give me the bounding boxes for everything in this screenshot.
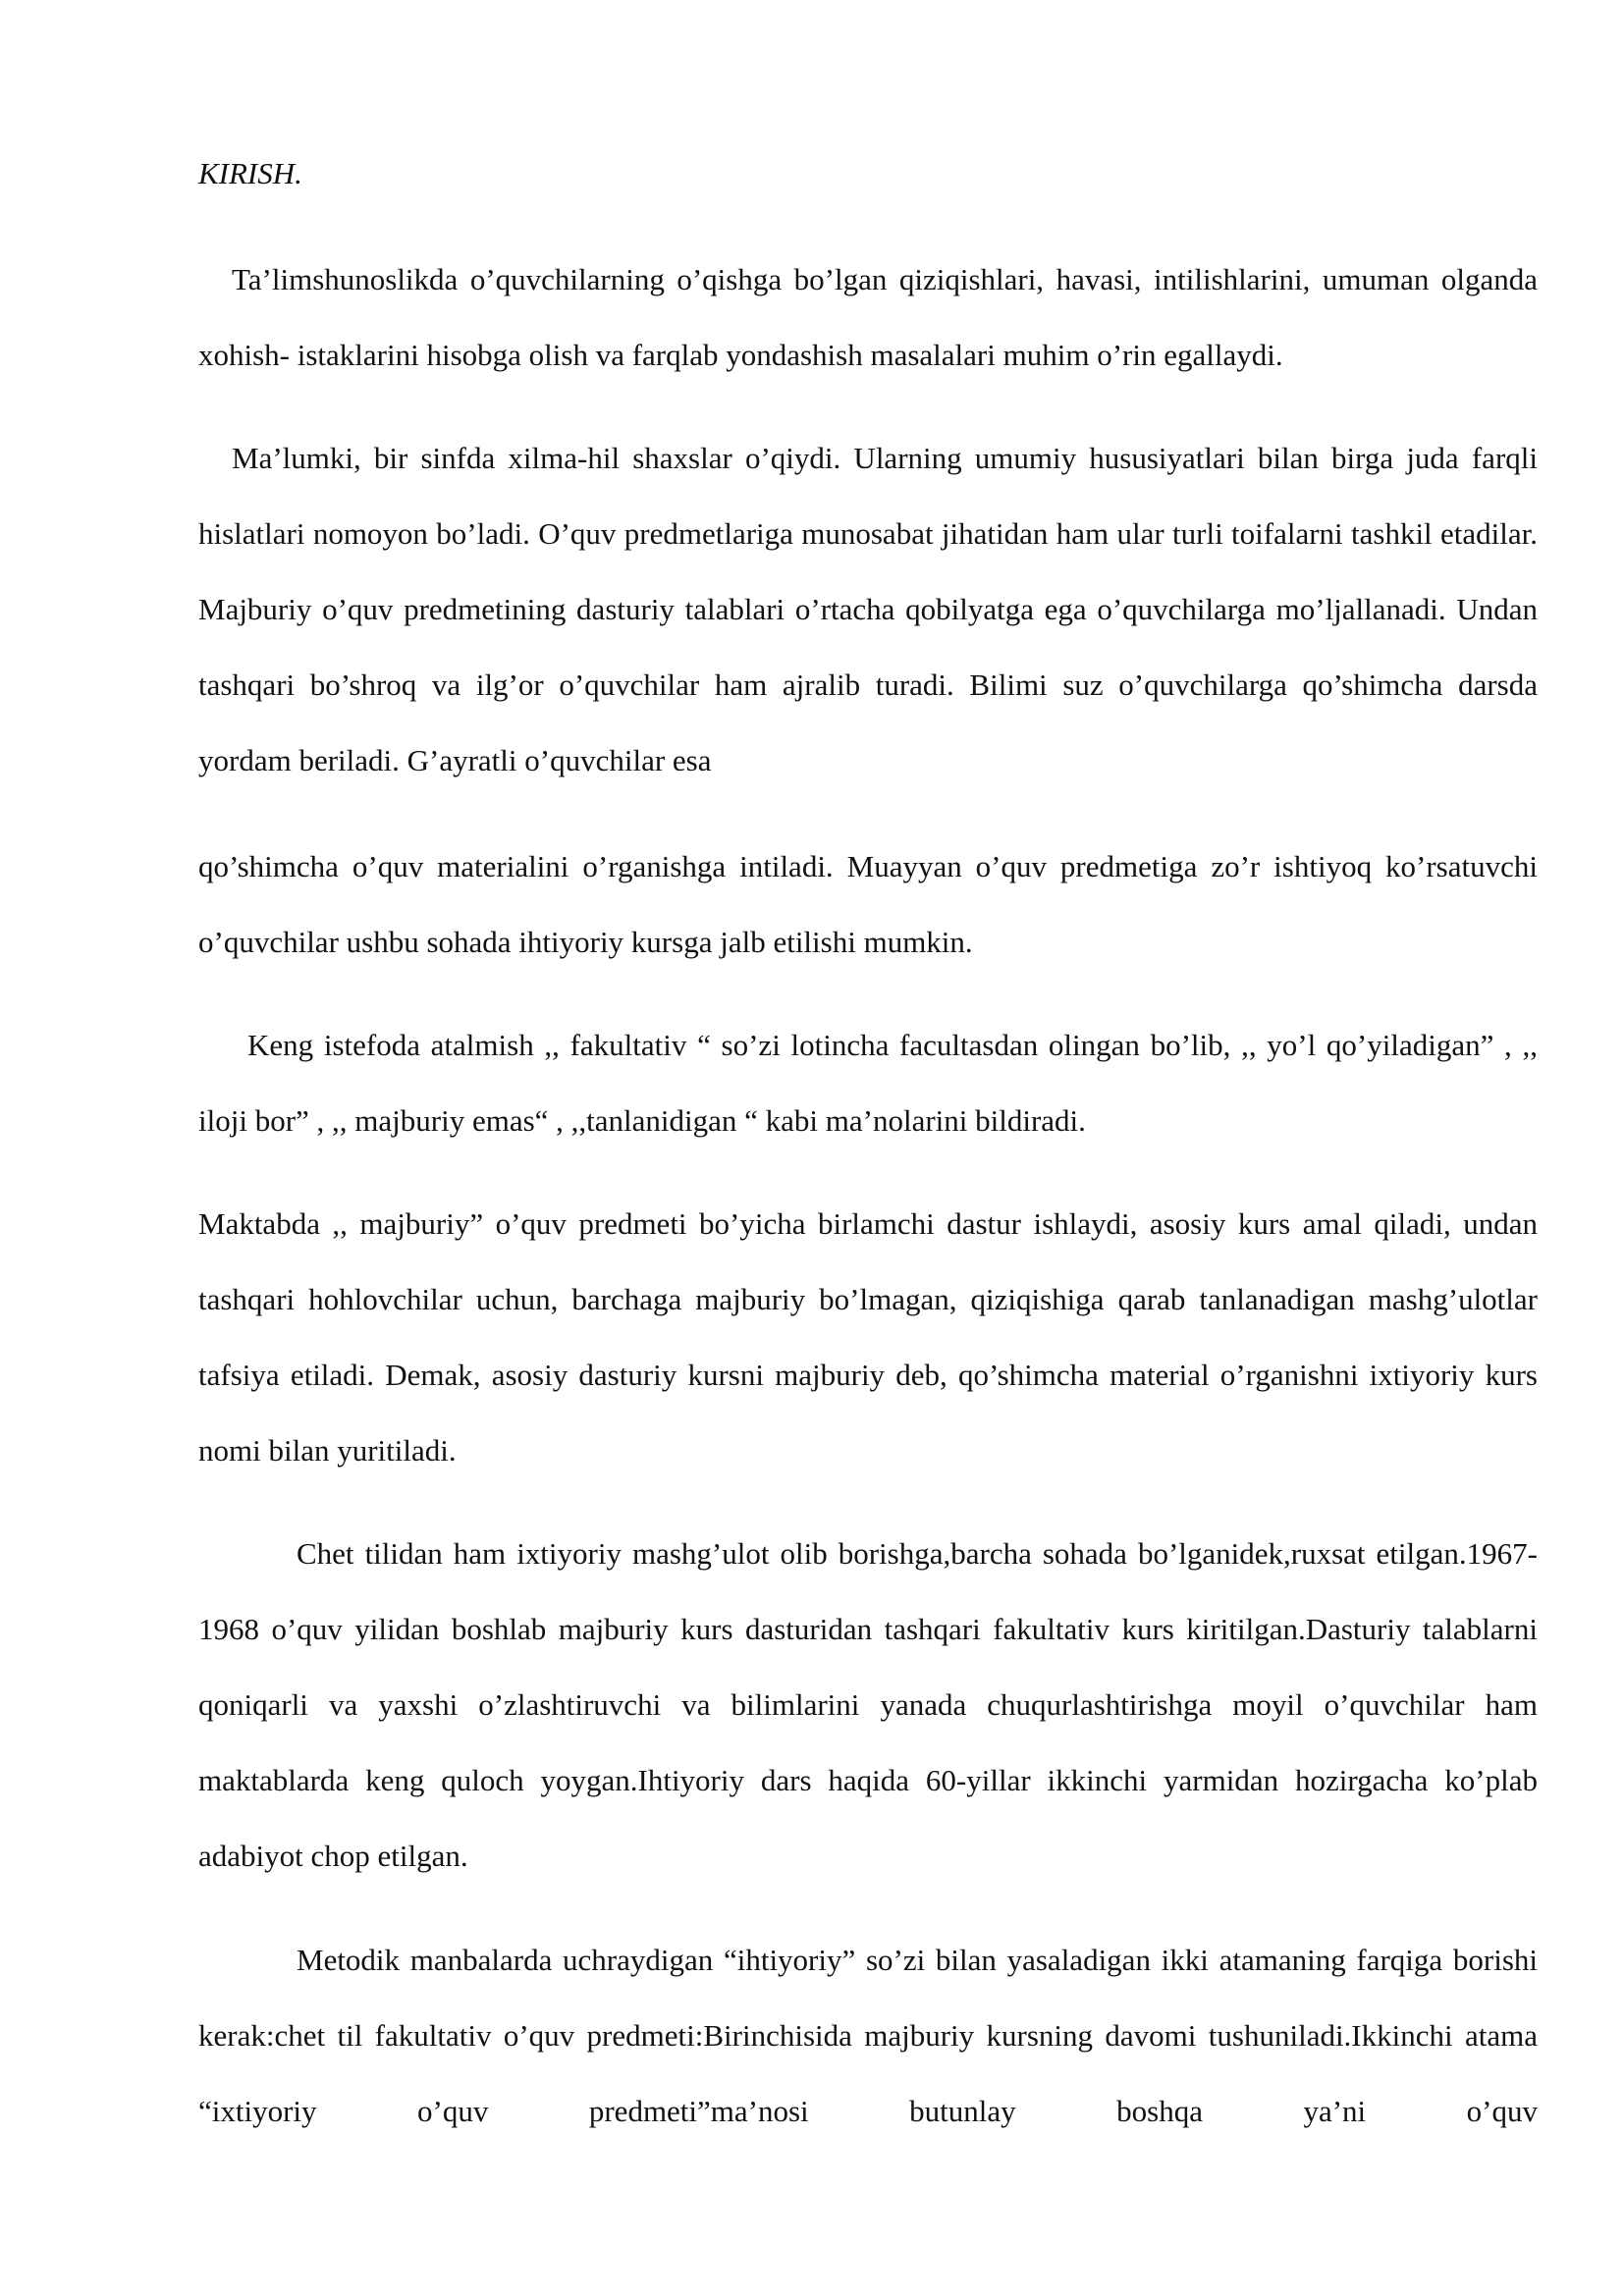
paragraph-3: qo’shimcha o’quv materialini o’rganishga intiladi. Muayyan o’quv predmetiga zo’r ishtiyoq ko’rsatuvchi o’quvchilar ushbu sohada ihtiyoriy kursga jalb etilishi mumkin. [198,849,1538,959]
paragraph-2: Ma’lumki, bir sinfda xilma-hil shaxslar o’qiydi. Ularning umumiy hususiyatlari bilan birga juda farqli hislatlari nomoyon bo’ladi. O’quv predmetlariga munosabat jihatidan ham ular turli toifalarni tashkil etadilar. Majburiy o’quv predmetining dasturiy talablari o’rtacha qobilyatga ega o’quvchilarga mo’ljallanadi. Undan tashqari bo’shroq va ilg’or o’quvchilar ham ajralib turadi. Bilimi suz o’quvchilarga qo’shimcha darsda yordam beriladi. G’ayratli o’quvchilar esa [198,441,1538,777]
paragraph-1: Ta’limshunoslikda o’quvchilarning o’qishga bo’lgan qiziqishlari, havasi, intilishlarini, umuman olganda xohish- istaklarini hisobga olish va farqlab yondashish masalalari muhim o’rin egallaydi. [198,262,1538,372]
paragraph-4: Keng istefoda atalmish ,, fakultativ “ so’zi lotincha facultasdan olingan bo’lib, ,, yo’l qo’yiladigan” , ,, iloji bor” , ,, majburiy emas“ , ,,tanlanidigan “ kabi ma’nolarini bildiradi. [198,1028,1538,1138]
paragraph-6: Chet tilidan ham ixtiyoriy mashg’ulot olib borishga,barcha sohada bo’lganidek,ruxsat etilgan.1967-1968 o’quv yilidan boshlab majburiy kurs dasturidan tashqari fakultativ kurs kiritilgan.Dasturiy talablarni qoniqarli va yaxshi o’zlashtiruvchi va bilimlarini yanada chuqurlashtirishga moyil o’quvchilar ham maktablarda keng quloch yoygan.Ihtiyoriy dars haqida 60-yillar ikkinchi yarmidan hozirgacha ko’plab adabiyot chop etilgan. [198,1536,1538,1873]
paragraph-5: Maktabda ,, majburiy” o’quv predmeti bo’yicha birlamchi dastur ishlaydi, asosiy kurs amal qiladi, undan tashqari hohlovchilar uchun, barchaga majburiy bo’lmagan, qiziqishiga qarab tanlanadigan mashg’ulotlar tafsiya etiladi. Demak, asosiy dasturiy kursni majburiy deb, qo’shimcha material o’rganishni ixtiyoriy kurs nomi bilan yuritiladi. [198,1206,1538,1468]
document-title: KIRISH. [198,156,302,190]
paragraph-7: Metodik manbalarda uchraydigan “ihtiyoriy” so’zi bilan yasaladigan ikki atamaning farqiga borishi kerak:chet til fakultativ o’quv predmeti:Birinchisida majburiy kursning davomi tushuniladi.Ikkinchi atama “ixtiyoriy o’quv predmeti”ma’nosi butunlay boshqa ya’ni o’quv [198,1943,1538,2128]
